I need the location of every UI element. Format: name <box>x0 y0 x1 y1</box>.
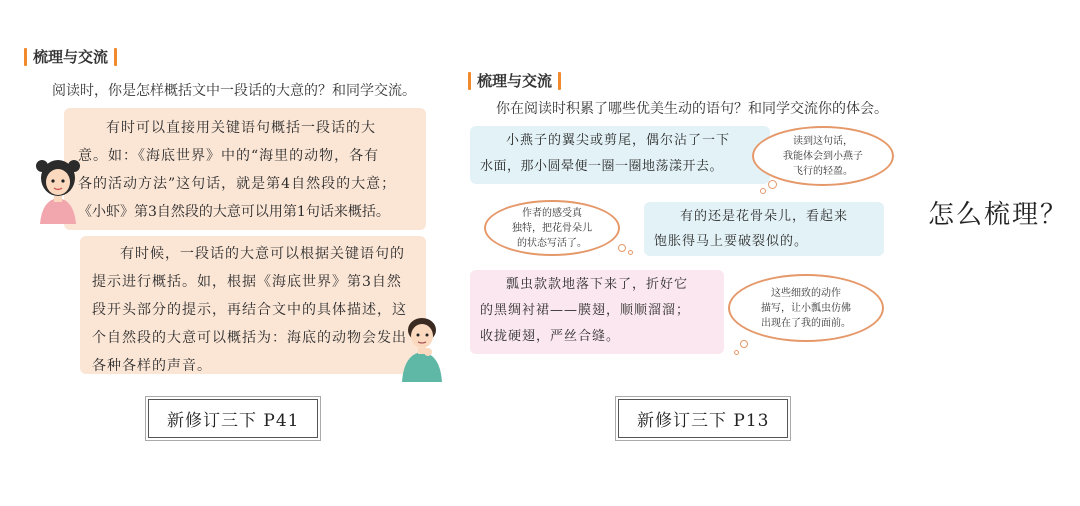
right-blue-2-line: 饱胀得马上要破裂似的。 <box>654 234 809 249</box>
bubble-3-line: 这些细致的动作 <box>771 287 841 299</box>
bubble-1-line: 我能体会到小燕子 <box>783 150 863 162</box>
left-intro: 阅读时，你是怎样概括文中一段话的大意的？和同学交流。 <box>52 83 416 99</box>
right-intro: 你在阅读时积累了哪些优美生动的语句？和同学交流你的体会。 <box>496 101 888 117</box>
left-box-1 <box>64 108 426 230</box>
left-box-2-line: 提示进行概括。如，根据《海底世界》第3自然 <box>92 274 402 290</box>
right-pink-box <box>470 270 724 354</box>
bubble-1-line: 飞行的轻盈。 <box>793 165 853 177</box>
title-accent-bar <box>114 48 117 66</box>
comment-bubble-1 <box>752 126 894 186</box>
left-box-1-line: 有时可以直接用关键语句概括一段话的大 <box>106 120 376 136</box>
right-pink-line: 的黑绸衬裙——膜翅，顺顺溜溜； <box>480 303 691 318</box>
bubble-2-line: 的状态写活了。 <box>517 237 587 249</box>
bubble-tail-dot <box>628 250 633 255</box>
comment-bubble-3 <box>728 274 884 342</box>
bubble-2-line: 作者的感受真 <box>522 207 582 219</box>
comment-bubble-2 <box>484 200 620 256</box>
girl-avatar <box>30 152 86 224</box>
left-box-2-line: 各种各样的声音。 <box>92 358 212 374</box>
left-page-label: 新修订三下 P41 <box>148 399 318 438</box>
right-page-label: 新修订三下 P13 <box>618 399 788 438</box>
left-box-2 <box>80 236 426 374</box>
bubble-tail-dot <box>734 350 739 355</box>
right-section-title <box>468 70 561 91</box>
left-box-1-line: 意。如：《海底世界》中的“海里的动物，各有 <box>78 148 380 164</box>
bubble-3-line: 描写，让小瓢虫仿佛 <box>761 302 851 314</box>
title-accent-bar <box>558 72 561 90</box>
left-box-2-line: 个自然段的大意可以概括为：海底的动物会发出 <box>92 330 407 346</box>
right-title-text: 梳理与交流 <box>477 72 553 90</box>
title-accent-bar <box>24 48 27 66</box>
right-blue-2-line: 有的还是花骨朵儿，看起来 <box>680 209 849 224</box>
bubble-3-line: 出现在了我的面前。 <box>761 317 851 329</box>
boy-avatar <box>396 312 448 382</box>
right-blue-box-1 <box>470 126 770 184</box>
bubble-1-line: 读到这句话， <box>793 135 853 147</box>
left-box-2-line: 有时候，一段话的大意可以根据关键语句的 <box>120 246 405 262</box>
bubble-tail-dot <box>740 340 748 348</box>
bubble-tail-dot <box>760 188 766 194</box>
bubble-tail-dot <box>618 244 626 252</box>
left-section-title <box>24 46 117 67</box>
right-pink-line: 瓢虫款款地落下来了，折好它 <box>506 277 689 292</box>
right-pink-line: 收拢硬翅，严丝合缝。 <box>480 329 621 344</box>
right-blue-1-line: 小燕子的翼尖或剪尾，偶尔沾了一下 <box>506 133 731 148</box>
bubble-2-line: 独特，把花骨朵儿 <box>512 222 592 234</box>
bubble-tail-dot <box>768 180 777 189</box>
left-box-1-line: 《小虾》第3自然段的大意可以用第1句话来概括。 <box>78 204 390 220</box>
title-accent-bar <box>468 72 471 90</box>
left-box-1-line: 各的活动方法”这句话，就是第4自然段的大意； <box>78 176 397 192</box>
right-blue-box-2 <box>644 202 884 256</box>
question-text: 怎么梳理？ <box>928 200 1069 230</box>
right-blue-1-line: 水面，那小圆晕便一圈一圈地荡漾开去。 <box>480 159 724 174</box>
left-title-text: 梳理与交流 <box>33 48 109 66</box>
left-box-2-line: 段开头部分的提示，再结合文中的具体描述，这 <box>92 302 407 318</box>
